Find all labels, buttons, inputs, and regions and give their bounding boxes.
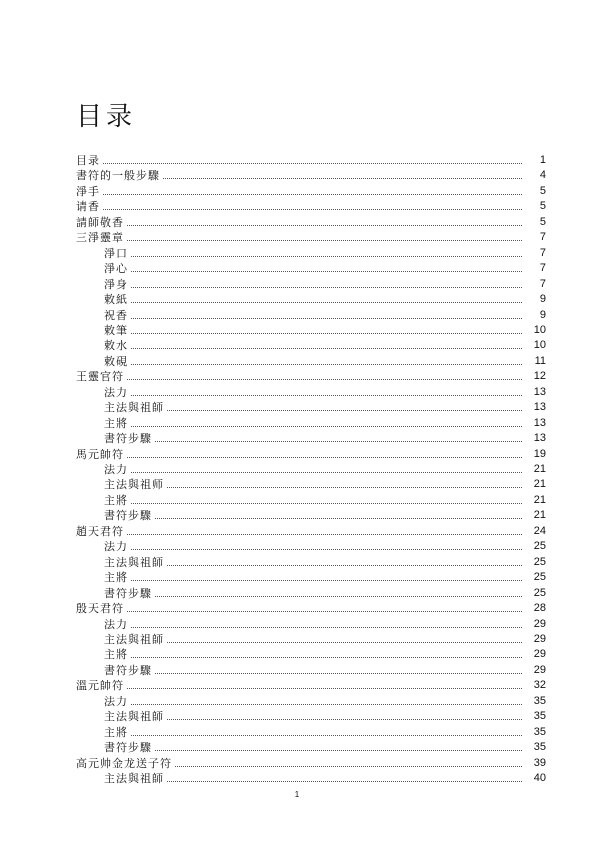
toc-entry-label: 敕紙 (104, 293, 128, 307)
toc-entry-label: 主法與祖师 (104, 478, 164, 492)
toc-entry[interactable] (0, 725, 594, 740)
toc-entry-page-number: 11 (534, 354, 546, 367)
toc-entry-label: 淨身 (104, 277, 128, 291)
toc-dot-leader (131, 656, 522, 658)
toc-dot-leader (131, 332, 522, 334)
toc-dot-leader (131, 394, 522, 396)
toc-dot-leader (127, 687, 522, 689)
toc-dot-leader (155, 595, 522, 597)
toc-dot-leader (131, 255, 522, 257)
toc-entry-page-number: 25 (533, 555, 546, 568)
toc-entry-label: 王靈官符 (76, 370, 124, 384)
toc-entry-label: 淨手 (76, 184, 100, 198)
toc-entry-label: 主將 (104, 416, 128, 430)
toc-entry[interactable] (0, 694, 594, 709)
toc-entry[interactable] (0, 168, 594, 183)
toc-entry-page-number: 32 (533, 679, 546, 692)
toc-entry[interactable] (0, 184, 594, 199)
toc-entry-label: 主法與祖師 (104, 555, 164, 569)
toc-entry[interactable] (0, 663, 594, 678)
toc-entry-page-number: 24 (533, 524, 546, 537)
toc-entry-label: 敕硯 (104, 354, 128, 368)
toc-entry-page-number: 29 (533, 617, 546, 630)
toc-entry-label: 法力 (104, 540, 128, 554)
toc-entry-page-number: 28 (533, 602, 546, 615)
toc-entry-label: 法力 (104, 463, 128, 476)
toc-entry[interactable] (0, 230, 594, 245)
toc-entry[interactable] (0, 632, 594, 647)
toc-entry-page-number: 29 (533, 632, 546, 645)
toc-entry-label: 馬元帥符 (76, 447, 124, 461)
toc-dot-leader (131, 734, 522, 736)
toc-dot-leader (127, 239, 522, 241)
toc-entry-page-number: 12 (533, 370, 546, 383)
toc-entry[interactable] (0, 539, 594, 554)
toc-dot-leader (155, 440, 522, 442)
toc-dot-leader (131, 317, 522, 319)
toc-entry-page-number: 5 (539, 200, 546, 213)
toc-entry[interactable] (0, 400, 594, 415)
toc-entry[interactable] (0, 771, 594, 786)
toc-entry-page-number: 1 (539, 154, 546, 166)
toc-entry[interactable] (0, 215, 594, 230)
toc-dot-leader (155, 672, 522, 674)
toc-entry-page-number: 21 (533, 509, 546, 522)
toc-entry-label: 法力 (104, 385, 128, 399)
toc-dot-leader (155, 749, 522, 751)
toc-entry-page-number: 35 (533, 710, 546, 723)
toc-entry-label: 溫元帥符 (76, 679, 124, 693)
toc-entry[interactable] (0, 261, 594, 276)
toc-entry-page-number: 35 (533, 694, 546, 707)
toc-entry[interactable] (0, 338, 594, 353)
toc-dot-leader (131, 502, 522, 504)
toc-entry-label: 書符步驟 (104, 741, 152, 755)
toc-dot-leader (127, 610, 522, 612)
toc-entry-label: 祝香 (104, 308, 128, 322)
toc-entry-page-number: 13 (533, 401, 546, 414)
toc-dot-leader (167, 486, 522, 488)
toc-dot-leader (131, 548, 522, 550)
toc-entry-page-number: 25 (533, 586, 546, 599)
toc-entry-label: 三淨靈章 (76, 231, 124, 245)
toc-entry-label: 請師敬香 (76, 215, 124, 229)
toc-dot-leader (127, 533, 522, 535)
toc-dot-leader (167, 780, 522, 782)
toc-entry[interactable] (0, 617, 594, 632)
toc-entry-label: 書符的一般步驟 (76, 169, 160, 183)
toc-entry[interactable] (0, 431, 594, 446)
toc-entry-page-number: 21 (533, 463, 546, 475)
toc-dot-leader (175, 765, 522, 767)
toc-entry-page-number: 29 (533, 648, 546, 661)
toc-entry-page-number: 7 (539, 231, 546, 244)
toc-entry-page-number: 13 (533, 416, 546, 429)
toc-entry[interactable] (0, 323, 594, 338)
toc-entry[interactable] (0, 416, 594, 431)
toc-dot-leader (103, 193, 522, 195)
toc-entry-page-number: 21 (533, 478, 546, 491)
toc-entry-page-number: 7 (539, 246, 546, 259)
toc-entry-page-number: 9 (539, 308, 546, 321)
toc-entry-label: 主法與祖師 (104, 710, 164, 724)
toc-entry[interactable] (0, 756, 594, 771)
toc-entry-label: 主法與祖師 (104, 632, 164, 646)
toc-entry-page-number: 25 (533, 571, 546, 584)
toc-entry-label: 请香 (76, 200, 100, 214)
toc-entry-page-number: 39 (533, 756, 546, 769)
toc-dot-leader (103, 208, 522, 210)
toc-dot-leader (131, 471, 522, 473)
toc-entry-page-number: 35 (533, 741, 546, 754)
toc-entry[interactable] (0, 308, 594, 323)
toc-entry[interactable] (0, 647, 594, 662)
toc-entry-label: 法力 (104, 617, 128, 631)
toc-entry-label: 主將 (104, 571, 128, 585)
toc-entry[interactable] (0, 555, 594, 570)
toc-entry[interactable] (0, 678, 594, 693)
toc-entry-page-number: 9 (539, 293, 546, 306)
toc-dot-leader (131, 270, 522, 272)
toc-entry-page-number: 5 (539, 184, 546, 197)
toc-entry[interactable] (0, 277, 594, 292)
toc-entry[interactable] (0, 462, 594, 477)
toc-entry-page-number: 35 (533, 725, 546, 738)
toc-entry-page-number: 7 (539, 262, 546, 275)
toc-entry-page-number: 40 (533, 772, 546, 784)
toc-entry-label: 書符步驟 (104, 586, 152, 600)
toc-entry[interactable] (0, 153, 594, 168)
toc-dot-leader (131, 626, 522, 628)
toc-dot-leader (131, 301, 522, 303)
toc-dot-leader (131, 347, 522, 349)
page-title: 目录 (76, 102, 137, 132)
toc-entry[interactable] (0, 477, 594, 492)
toc-entry[interactable] (0, 508, 594, 523)
toc-entry[interactable] (0, 493, 594, 508)
toc-entry-page-number: 21 (533, 493, 546, 506)
toc-entry-label: 趙天君符 (76, 524, 124, 538)
toc-entry-page-number: 13 (533, 432, 546, 445)
toc-entry-page-number: 4 (539, 169, 546, 182)
toc-entry-label: 書符步驟 (104, 663, 152, 677)
toc-dot-leader (155, 517, 522, 519)
toc-dot-leader (103, 162, 522, 164)
toc-entry[interactable] (0, 709, 594, 724)
toc-entry-label: 目录 (76, 154, 100, 167)
toc-entry[interactable] (0, 570, 594, 585)
toc-dot-leader (127, 224, 522, 226)
toc-entry-page-number: 19 (533, 447, 546, 460)
toc-dot-leader (167, 409, 522, 411)
toc-dot-leader (163, 177, 522, 179)
toc-dot-leader (131, 703, 522, 705)
toc-entry[interactable] (0, 199, 594, 214)
toc-entry-label: 書符步驟 (104, 509, 152, 523)
toc-entry-label: 主將 (104, 725, 128, 739)
toc-entry-page-number: 29 (533, 663, 546, 676)
toc-dot-leader (167, 718, 522, 720)
toc-entry-page-number: 7 (539, 277, 546, 290)
toc-entry-label: 高元帅金龙送子符 (76, 756, 172, 770)
toc-entry-page-number: 25 (533, 540, 546, 553)
toc-entry-label: 淨心 (104, 262, 128, 276)
toc-dot-leader (167, 564, 522, 566)
toc-dot-leader (131, 363, 522, 365)
toc-entry-label: 書符步驟 (104, 432, 152, 446)
toc-entry-page-number: 10 (533, 339, 546, 352)
toc-dot-leader (167, 641, 522, 643)
toc-entry[interactable] (0, 601, 594, 616)
toc-entry-label: 法力 (104, 694, 128, 708)
toc-entry-page-number: 10 (533, 323, 546, 336)
toc-entry-page-number: 5 (539, 215, 546, 228)
toc-dot-leader (127, 456, 522, 458)
page-number: 1 (294, 790, 300, 799)
toc-entry-label: 敕筆 (104, 323, 128, 337)
toc-entry-label: 主法與祖師 (104, 401, 164, 415)
toc-entry[interactable] (0, 354, 594, 369)
toc-dot-leader (131, 286, 522, 288)
toc-entry[interactable] (0, 740, 594, 755)
toc-dot-leader (131, 425, 522, 427)
toc-entry-label: 淨口 (104, 246, 128, 260)
toc-dot-leader (131, 579, 522, 581)
toc-dot-leader (127, 378, 522, 380)
toc-entry-label: 敕水 (104, 339, 128, 353)
toc-entry-label: 主將 (104, 648, 128, 662)
toc-entry[interactable] (0, 385, 594, 400)
toc-entry[interactable] (0, 369, 594, 384)
toc-entry[interactable] (0, 447, 594, 462)
toc-entry[interactable] (0, 246, 594, 261)
toc-entry-label: 主將 (104, 493, 128, 507)
toc-entry-label: 殷天君符 (76, 602, 124, 616)
toc-entry[interactable] (0, 524, 594, 539)
toc-entry[interactable] (0, 586, 594, 601)
toc-entry[interactable] (0, 292, 594, 307)
toc-entry-page-number: 13 (533, 385, 546, 398)
toc-entry-label: 主法與祖師 (104, 772, 164, 785)
